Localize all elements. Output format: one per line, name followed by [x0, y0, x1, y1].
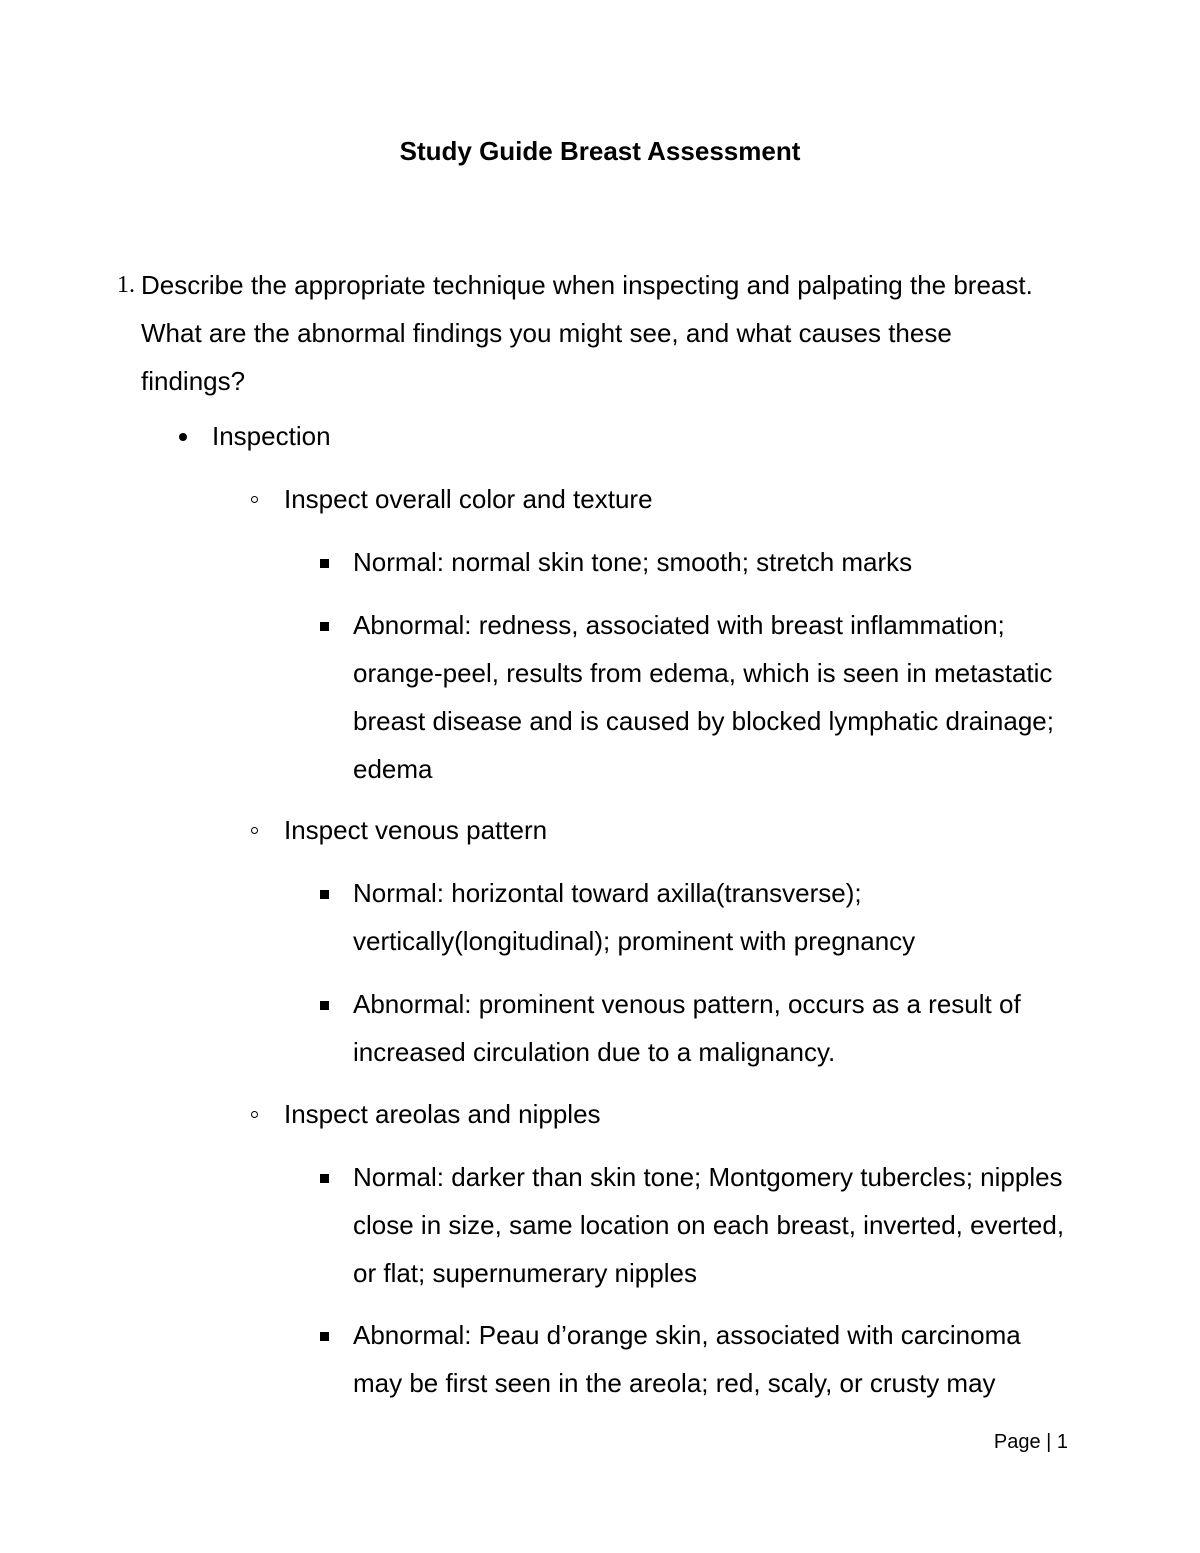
bullet-square-icon — [320, 1332, 329, 1341]
list-item-text: Normal: normal skin tone; smooth; stretch marks — [353, 547, 913, 577]
bullet-circle-icon — [251, 496, 258, 503]
list-item-text: Abnormal: redness, associated with breast inflammation; orange-peel, results from edema, which is seen in metastatic breast disease and is caused by blocked lymphatic drainage; edema — [353, 610, 1054, 784]
list-item-normal — [353, 869, 1073, 965]
question-1 — [117, 261, 1057, 405]
question-text: Describe the appropriate technique when inspecting and palpating the breast. What are the abnormal findings you might see, and what causes these findings? — [141, 270, 1033, 396]
document-title: Study Guide Breast Assessment — [399, 136, 801, 166]
list-item-normal — [353, 538, 1073, 586]
list-item-normal — [353, 1153, 1073, 1297]
bullet-square-icon — [320, 890, 329, 899]
page-footer: Page | 1 — [993, 1431, 1068, 1453]
list-item-abnormal — [353, 980, 1073, 1076]
list-item-abnormal — [353, 1311, 1073, 1407]
list-item-text: Normal: darker than skin tone; Montgomery tubercles; nipples close in size, same location on each breast, inverted, everted, or flat; supernumerary nipples — [353, 1162, 1065, 1288]
bullet-disc-icon — [179, 433, 187, 441]
list-item-color-texture — [284, 475, 1084, 523]
bullet-square-icon — [320, 622, 329, 631]
list-item-label: Inspection — [212, 421, 331, 451]
list-item-text: Abnormal: prominent venous pattern, occurs as a result of increased circulation due to a malignancy. — [353, 989, 1021, 1067]
list-item-text: Normal: horizontal toward axilla(transverse); vertically(longitudinal); prominent with pregnancy — [353, 878, 916, 956]
question-number: 1. — [117, 272, 135, 298]
bullet-square-icon — [320, 559, 329, 568]
list-item-inspection — [212, 412, 1092, 460]
bullet-circle-icon — [251, 1111, 258, 1118]
list-item-abnormal — [353, 601, 1073, 793]
list-item-text: Abnormal: Peau d’orange skin, associated with carcinoma may be first seen in the areola; red, scaly, or crusty may — [353, 1320, 1021, 1398]
bullet-square-icon — [320, 1174, 329, 1183]
list-item-label: Inspect areolas and nipples — [284, 1099, 601, 1129]
bullet-square-icon — [320, 1001, 329, 1010]
list-item-areolas-nipples — [284, 1090, 1084, 1138]
list-item-label: Inspect overall color and texture — [284, 484, 653, 514]
list-item-label: Inspect venous pattern — [284, 815, 548, 845]
list-item-venous-pattern — [284, 806, 1084, 854]
bullet-circle-icon — [251, 827, 258, 834]
